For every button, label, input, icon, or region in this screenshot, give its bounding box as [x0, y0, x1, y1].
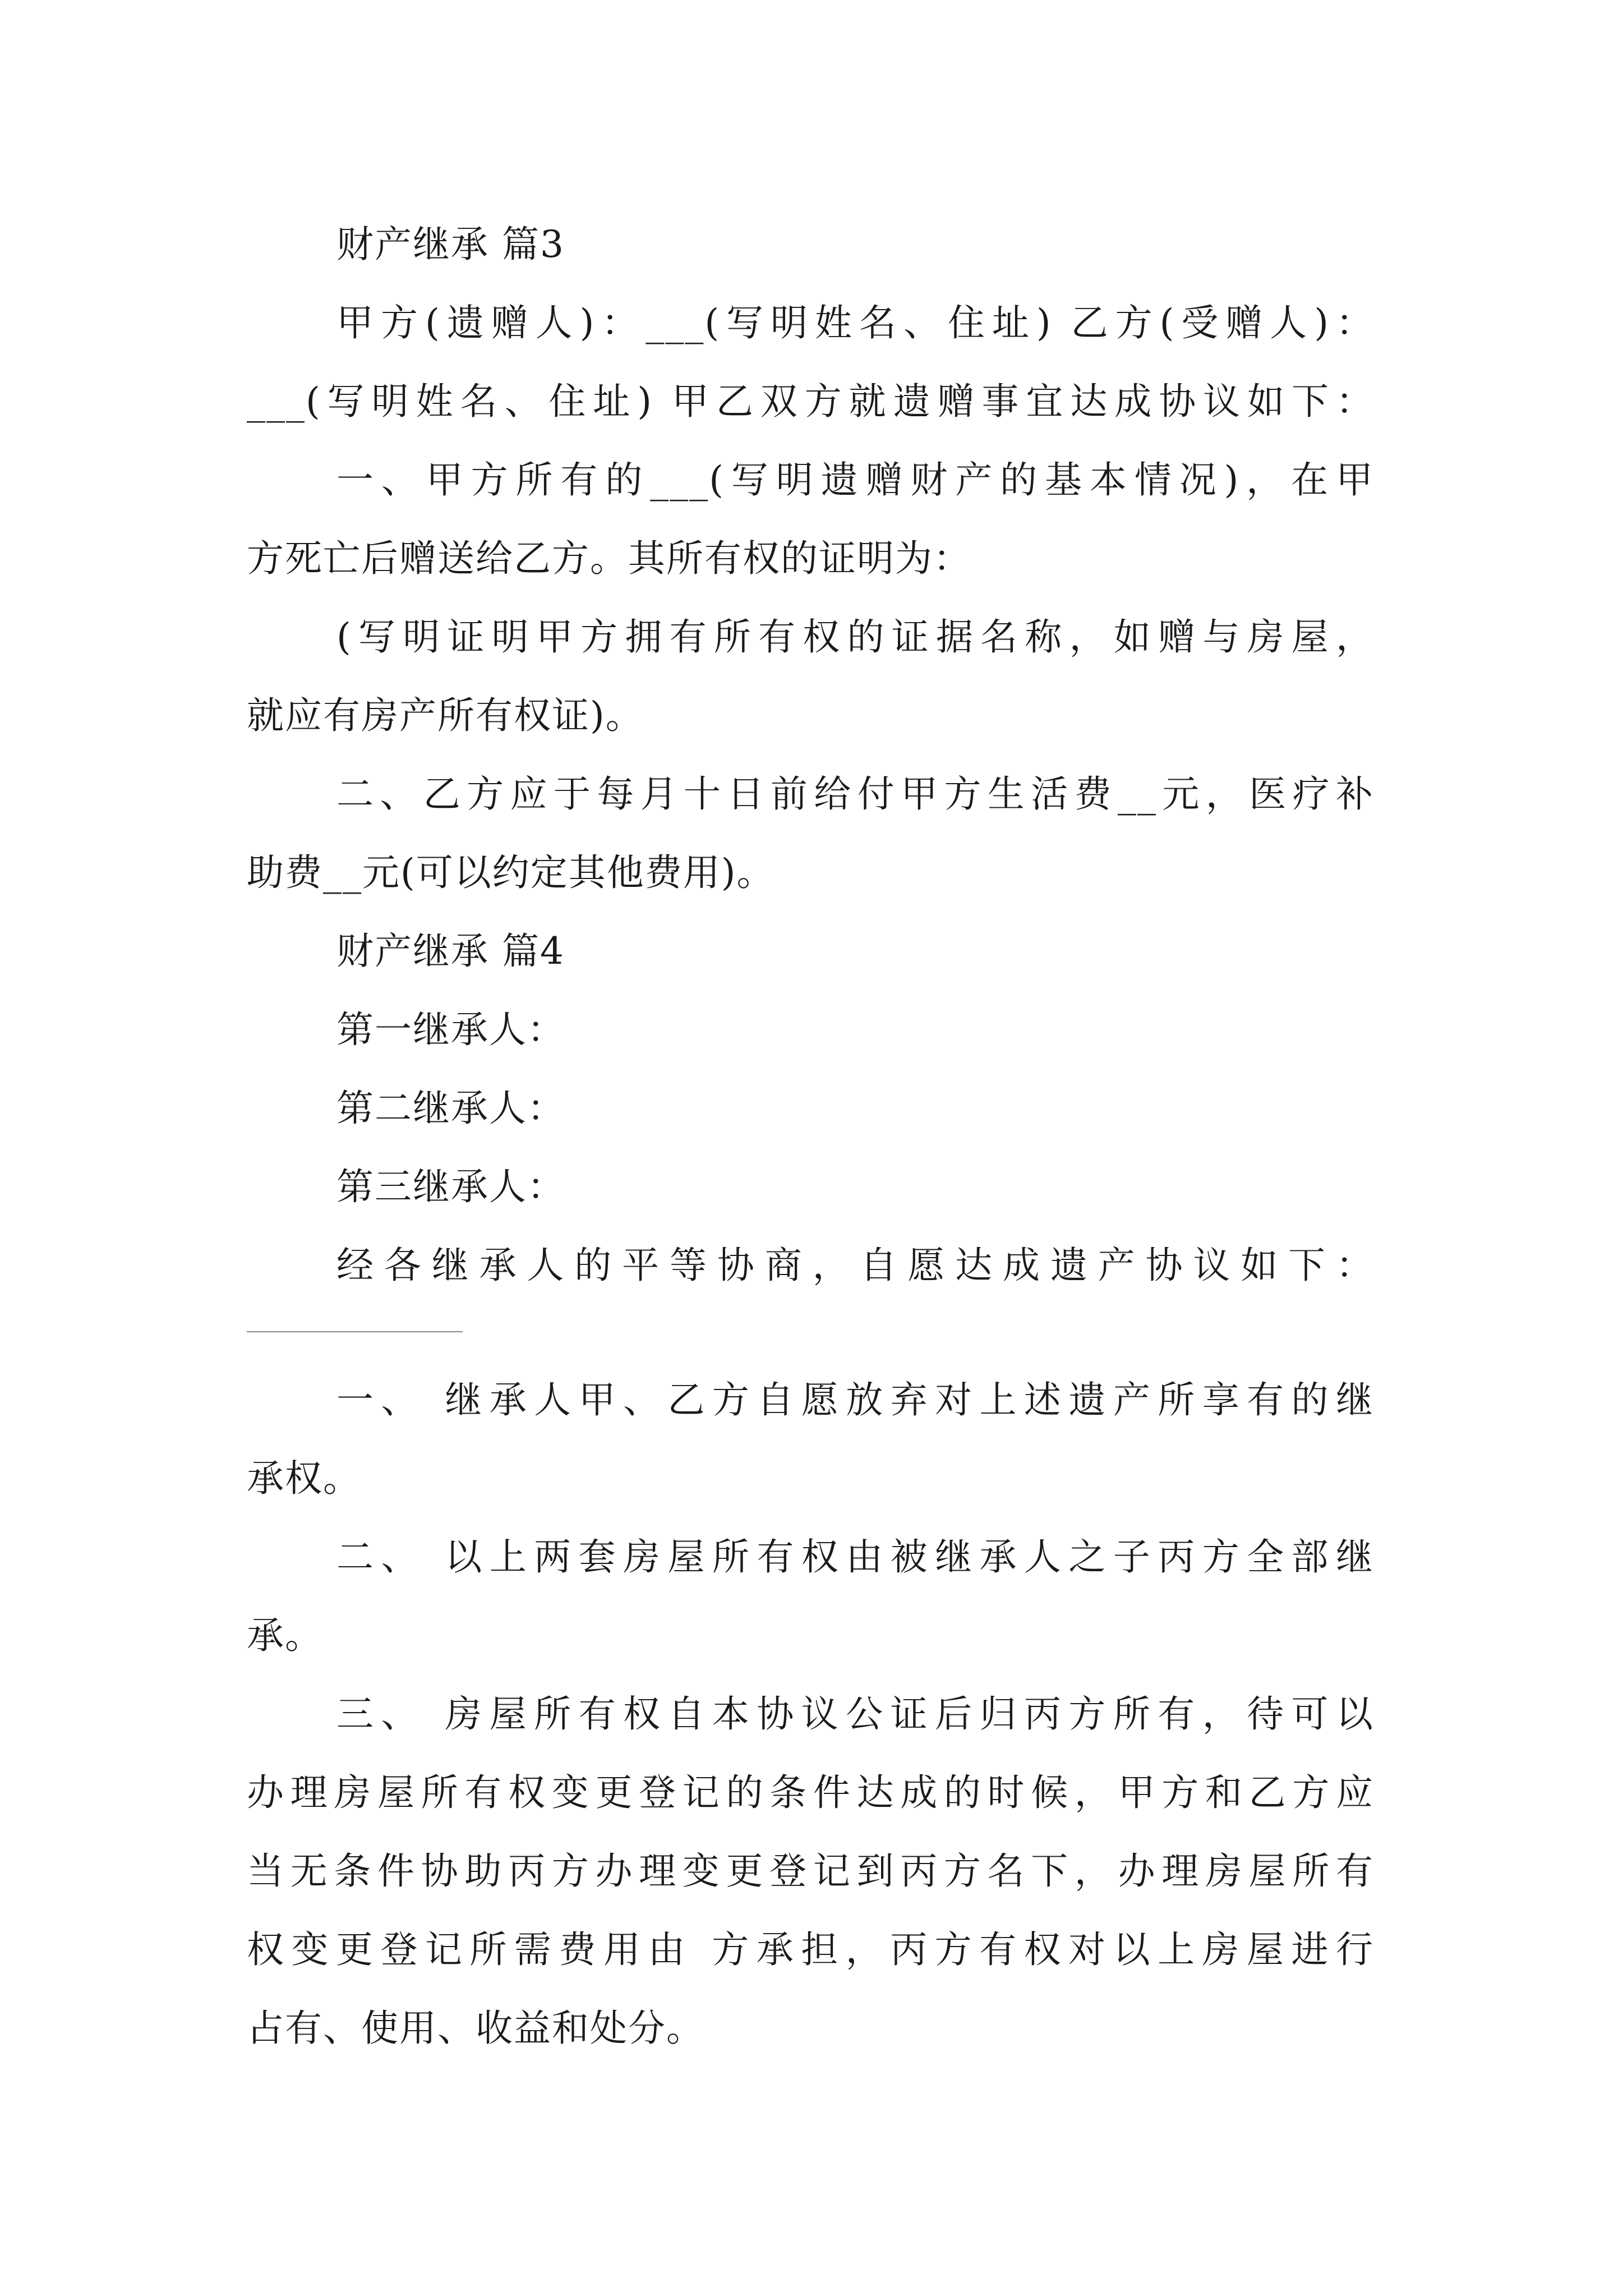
- text-line: 当无条件协助丙方办理变更登记到丙方名下，办理房屋所有: [247, 1849, 1374, 1893]
- section-heading-4: 财产继承 篇4: [336, 930, 565, 973]
- text-line: 二、乙方应于每月十日前给付甲方生活费__元，医疗补: [336, 772, 1374, 816]
- text-line: 承权。: [247, 1457, 361, 1500]
- text-line: ___(写明姓名、住址) 甲乙双方就遗赠事宜达成协议如下：: [247, 380, 1374, 423]
- text-line: 方死亡后赠送给乙方。其所有权的证明为：: [247, 537, 971, 580]
- text-line: 二、 以上两套房屋所有权由被继承人之子丙方全部继: [336, 1535, 1374, 1579]
- text-line: 承。: [247, 1614, 323, 1657]
- text-line: 三、 房屋所有权自本协议公证后归丙方所有，待可以: [336, 1692, 1374, 1736]
- divider-line: [247, 1331, 463, 1332]
- text-line: 第一继承人：: [336, 1008, 565, 1051]
- text-line: 助费__元(可以约定其他费用)。: [247, 851, 775, 894]
- text-line: 一、 继承人甲、乙方自愿放弃对上述遗产所享有的继: [336, 1378, 1374, 1421]
- text-line: 甲方(遗赠人)：___(写明姓名、住址) 乙方(受赠人)：: [336, 301, 1374, 344]
- text-line: 经各继承人的平等协商，自愿达成遗产协议如下：: [336, 1244, 1374, 1287]
- section-heading-3: 财产继承 篇3: [336, 223, 565, 266]
- text-line: 办理房屋所有权变更登记的条件达成的时候，甲方和乙方应: [247, 1771, 1374, 1814]
- text-line: 第三继承人：: [336, 1165, 565, 1208]
- text-line: 就应有房产所有权证)。: [247, 694, 644, 737]
- text-line: (写明证明甲方拥有所有权的证据名称，如赠与房屋，: [336, 615, 1374, 659]
- text-line: 占有、使用、收益和处分。: [247, 2007, 704, 2050]
- text-line: 第二继承人：: [336, 1087, 565, 1130]
- text-line: 权变更登记所需费用由 方承担，丙方有权对以上房屋进行: [247, 1928, 1374, 1971]
- text-line: 一、甲方所有的___(写明遗赠财产的基本情况)，在甲: [336, 458, 1374, 501]
